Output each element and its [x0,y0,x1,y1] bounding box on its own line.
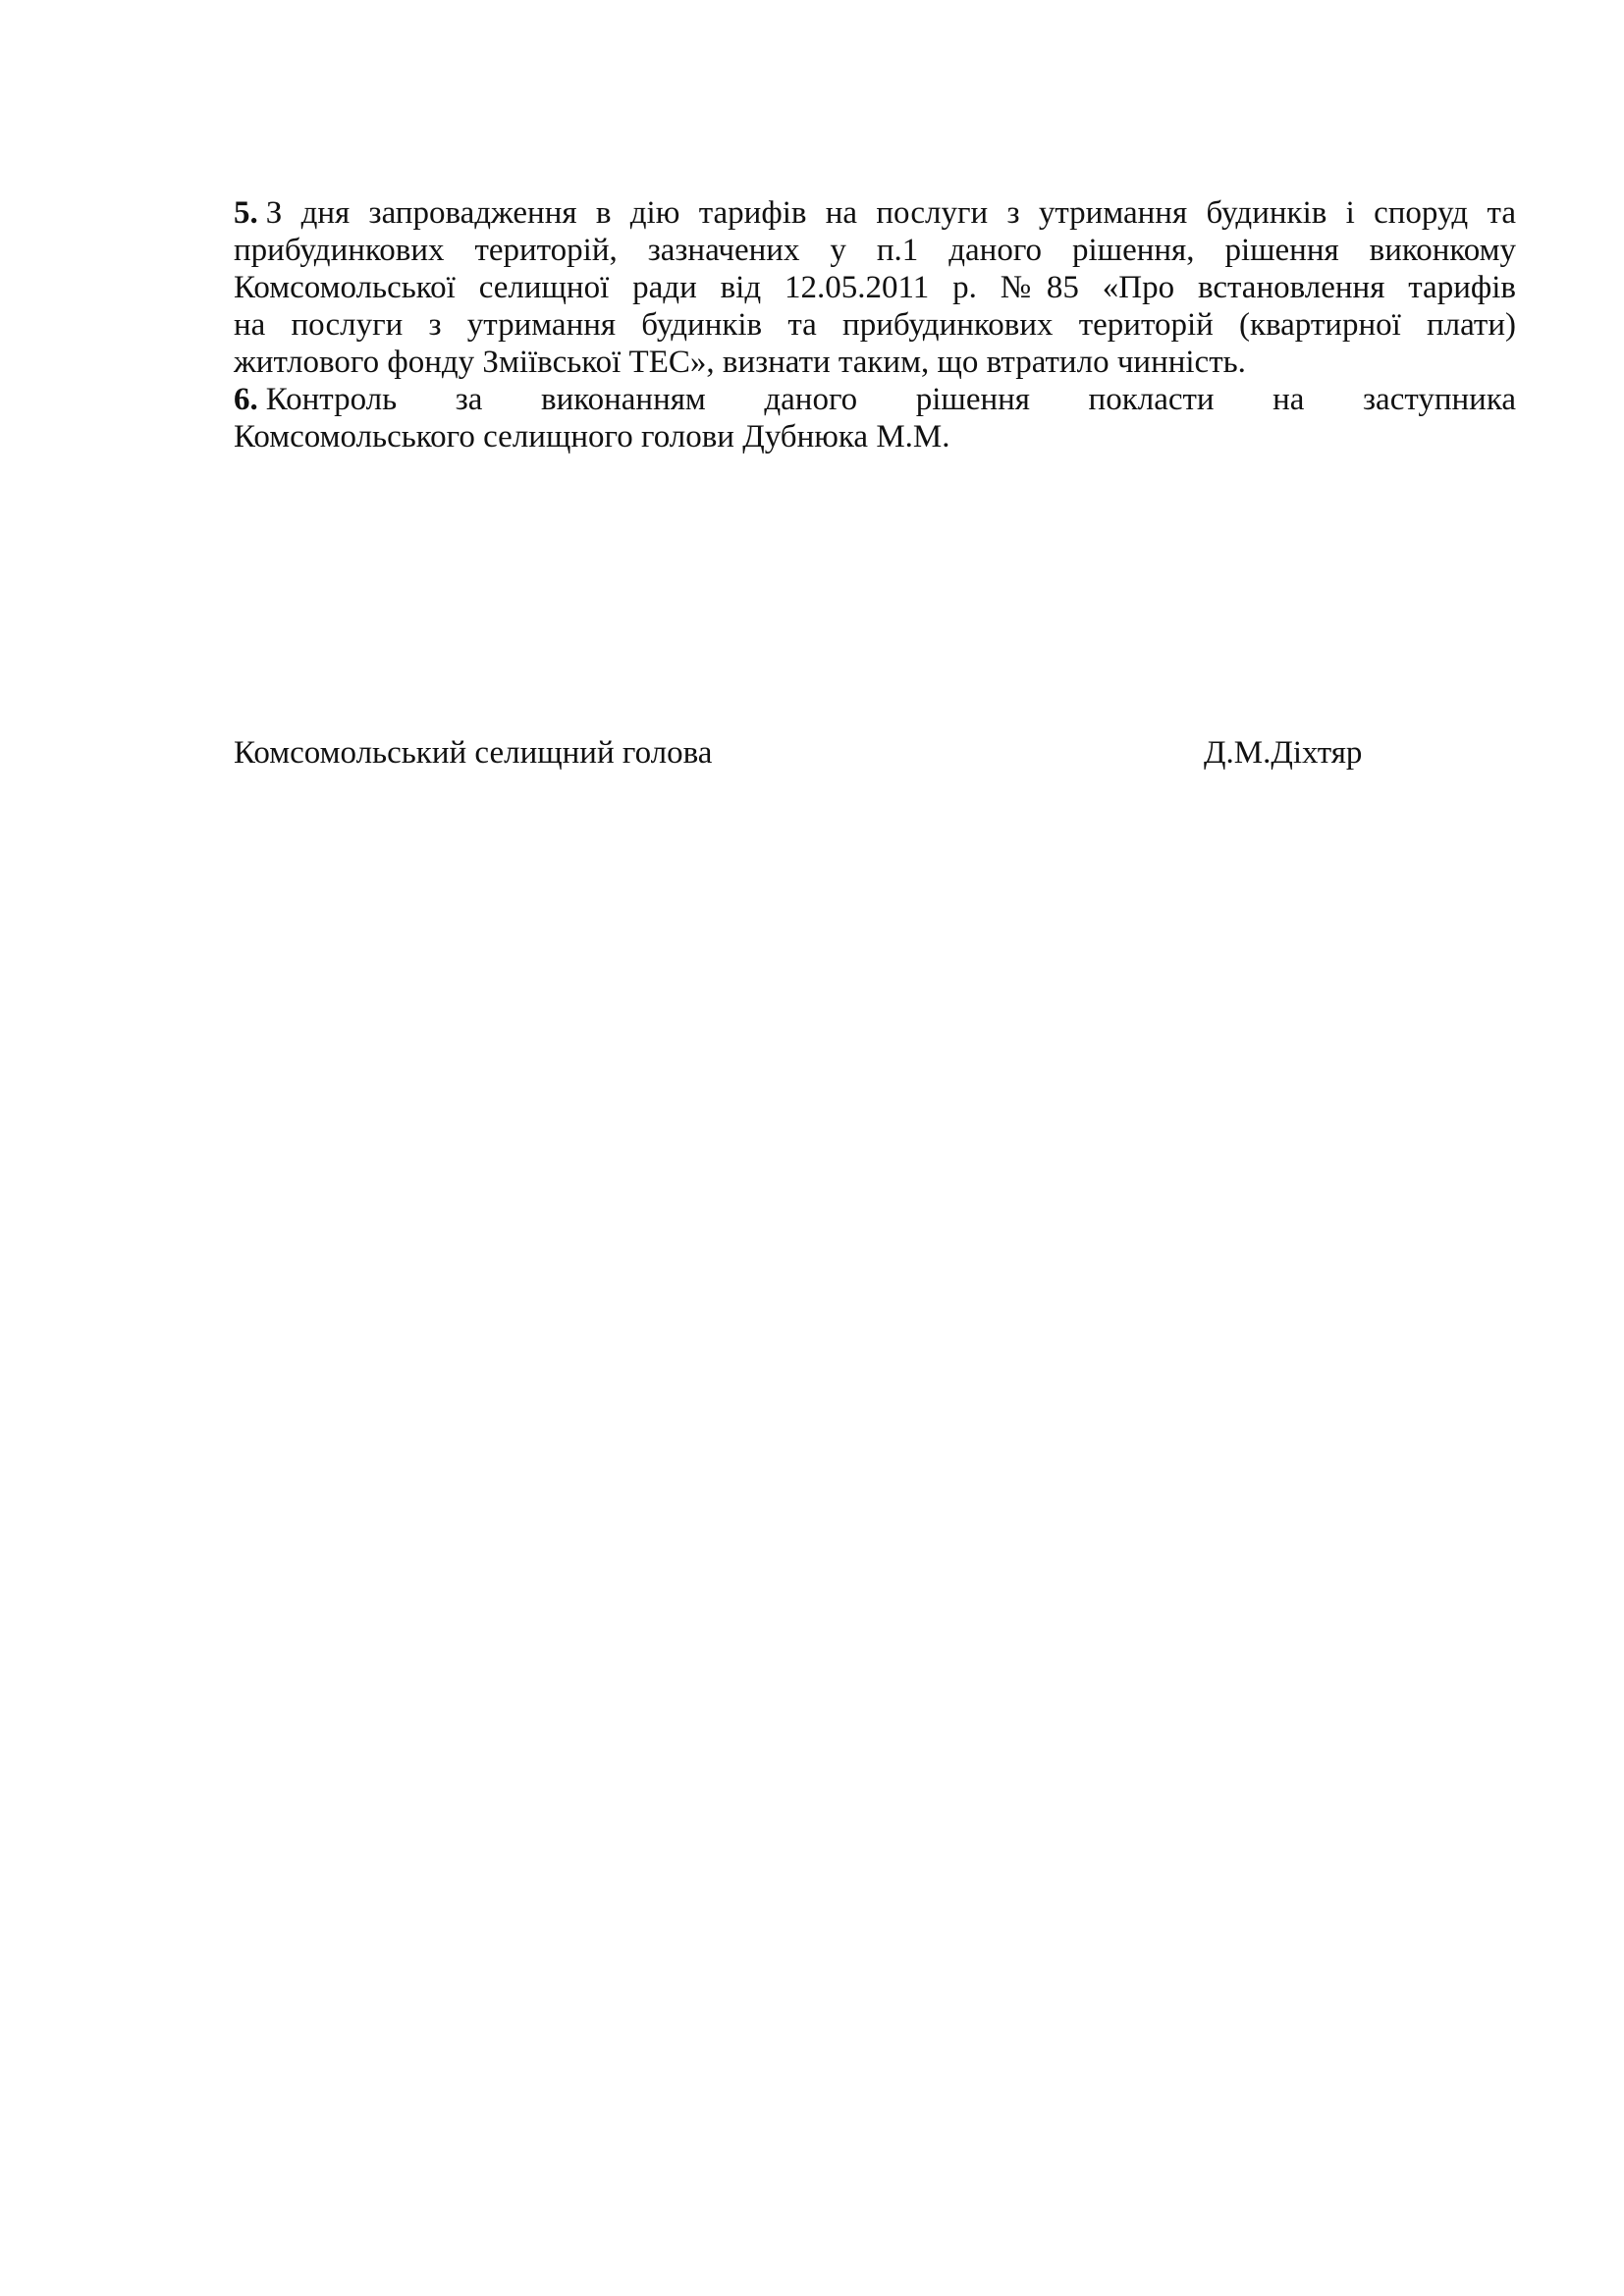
signatory-position: Комсомольський селищний голова [234,735,713,771]
paragraph-5 [234,194,1516,381]
paragraph-line: прибудинкових територій, зазначених у п.1 даного рішення, рішення виконкому [234,233,1516,268]
paragraph-6 [234,381,1516,455]
paragraph-text: Контроль за виконанням даного рішення покласти на заступника [265,382,1516,417]
document-body [234,194,1516,455]
signatory-name: Д.М.Діхтяр [1204,735,1363,771]
paragraph-line: Комсомольського селищного голови Дубнюка М.М. [234,419,950,454]
paragraph-line: Комсомольської селищної ради від 12.05.2011 р. №85 «Про встановлення тарифів [234,270,1516,305]
paragraph-text: З дня запровадження в дію тарифів на послуги з утримання будинків і споруд та [265,195,1516,231]
paragraph-line [234,194,1516,232]
paragraph-line [234,381,1516,418]
paragraph-line: на послуги з утримання будинків та прибудинкових територій (квартирної плати) [234,307,1516,343]
paragraph-number: 5. [234,195,258,231]
paragraph-number: 6. [234,382,258,417]
paragraph-line: житлового фонду Зміївської ТЕС», визнати таким, що втратило чинність. [234,345,1246,380]
